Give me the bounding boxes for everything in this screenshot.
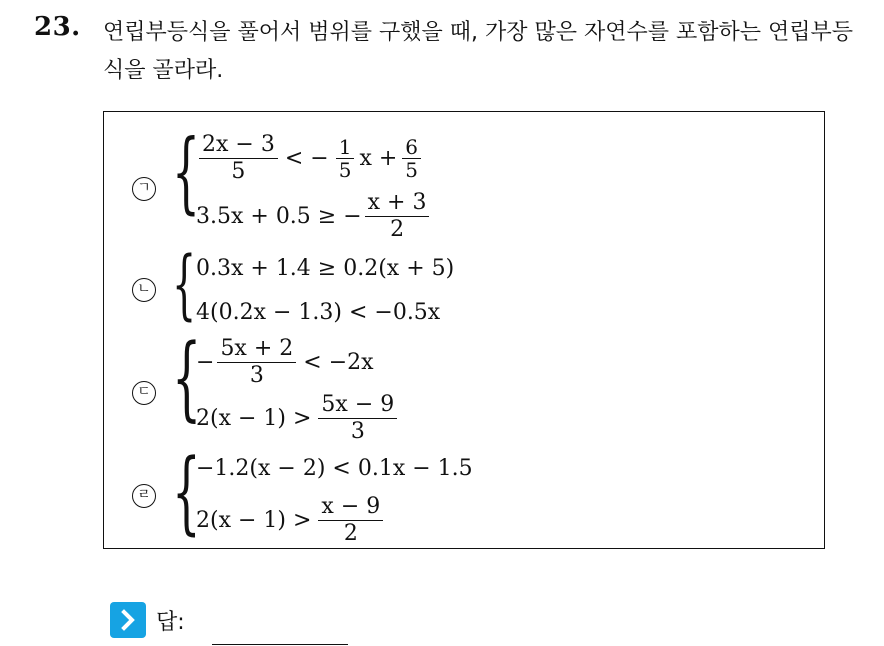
- inequality-line-2: 2(x − 1) > $\frac{x - 9}{2}$: [196, 494, 386, 547]
- answer-blank-line[interactable]: [212, 644, 348, 645]
- inequality-line-2: 2(x − 1) > $\frac{5x - 9}{3}$: [196, 392, 400, 445]
- inequality-line-2: 3.5x + 0.5 ≥ − $\frac{x + 3}{2}$: [196, 190, 432, 243]
- inequality-line-2: 4(0.2x − 1.3) < −0.5x: [196, 300, 441, 325]
- option-mark: ㄴ: [132, 278, 156, 302]
- inequality-line-1: $\frac{2x - 3}{5}$ < − $\frac{1}{5}$ x + $\frac{6}{5}$: [196, 132, 424, 185]
- question-number: 23.: [34, 12, 81, 42]
- question-text: 연립부등식을 풀어서 범위를 구했을 때, 가장 많은 자연수를 포함하는 연립부등식을 골라라.: [103, 20, 853, 83]
- inequality-line-1: − $\frac{5x + 2}{3}$ < −2x: [196, 336, 374, 388]
- brace-icon: {: [172, 440, 201, 545]
- chevron-right-icon: [110, 602, 146, 638]
- brace-icon: {: [172, 239, 197, 328]
- option-mark: ㄱ: [132, 177, 156, 201]
- answer-label: 답:: [156, 609, 185, 635]
- option-mark: ㄷ: [132, 381, 156, 405]
- option-mark: ㄹ: [132, 484, 156, 508]
- brace-icon: {: [172, 324, 202, 431]
- answer-area: [110, 602, 185, 638]
- brace-icon: {: [172, 120, 200, 223]
- inequality-line-1: 0.3x + 1.4 ≥ 0.2(x + 5): [196, 256, 455, 281]
- inequality-line-1: −1.2(x − 2) < 0.1x − 1.5: [196, 456, 473, 481]
